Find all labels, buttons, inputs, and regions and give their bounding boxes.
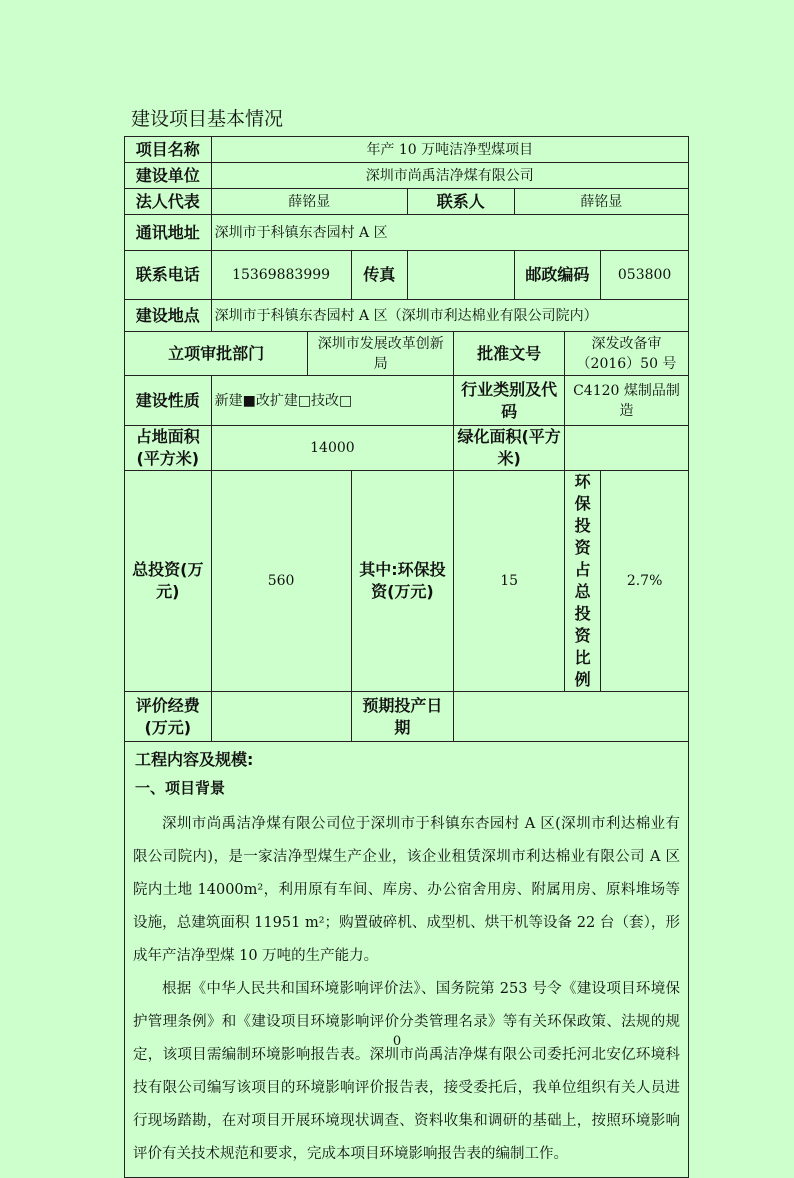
address-label: 通讯地址 bbox=[125, 215, 212, 251]
section-title: 工程内容及规模: bbox=[135, 750, 254, 769]
page-number: 0 bbox=[392, 1034, 402, 1049]
green-value bbox=[564, 426, 688, 471]
paragraph-background: 深圳市尚禹洁净煤有限公司位于深圳市于科镇东杏园村 A 区(深圳市利达棉业有限公司院内)，是一家洁净型煤生产企业，该企业租赁深圳市利达棉业有限公司 A 区院内土地 14000m²，利用原有车间、库房、办公宿舍用房、附属用房、原料堆场等设施，总建筑面积 11951 m²；购置破碎机、成型机、烘干机等设备 22 台（套），形成年产洁净型煤 10 万吨的生产能力。 bbox=[133, 816, 680, 964]
env-investment-label: 其中:环保投资(万元) bbox=[351, 471, 454, 692]
row-area bbox=[125, 426, 689, 471]
investment-label: 总投资(万元) bbox=[125, 471, 212, 692]
sub-title: 一、项目背景 bbox=[135, 779, 226, 797]
row-phone bbox=[125, 251, 689, 300]
row-investment bbox=[125, 471, 689, 692]
investment-value: 560 bbox=[211, 471, 351, 692]
project-name-label: 项目名称 bbox=[125, 137, 212, 163]
fax-value bbox=[407, 251, 514, 300]
nature-label: 建设性质 bbox=[125, 376, 212, 426]
row-eval bbox=[125, 692, 689, 742]
address-value: 深圳市于科镇东杏园村 A 区 bbox=[211, 215, 688, 251]
eval-value bbox=[211, 692, 351, 742]
green-label: 绿化面积(平方米) bbox=[454, 426, 565, 471]
row-project-name bbox=[125, 137, 689, 163]
location-label: 建设地点 bbox=[125, 300, 212, 332]
legal-rep-label: 法人代表 bbox=[125, 189, 212, 215]
approval-doc-value: 深发改备审（2016）50 号 bbox=[564, 332, 688, 376]
project-info-table bbox=[124, 136, 689, 1178]
postcode-value: 053800 bbox=[601, 251, 689, 300]
approval-value: 深圳市发展改革创新局 bbox=[308, 332, 454, 376]
nature-value: 新建■改扩建□技改□ bbox=[211, 376, 454, 426]
page-title: 建设项目基本情况 bbox=[131, 108, 284, 130]
content-cell bbox=[125, 742, 689, 1178]
phone-value: 15369883999 bbox=[211, 251, 351, 300]
legal-rep-value: 薛铭显 bbox=[211, 189, 407, 215]
row-legal-rep bbox=[125, 189, 689, 215]
row-content bbox=[125, 742, 689, 1178]
builder-label: 建设单位 bbox=[125, 163, 212, 189]
env-investment-value: 15 bbox=[454, 471, 565, 692]
approval-label: 立项审批部门 bbox=[125, 332, 308, 376]
row-address bbox=[125, 215, 689, 251]
row-approval bbox=[125, 332, 689, 376]
row-builder bbox=[125, 163, 689, 189]
env-ratio-value: 2.7% bbox=[601, 471, 689, 692]
postcode-label: 邮政编码 bbox=[514, 251, 601, 300]
start-date-value bbox=[454, 692, 689, 742]
industry-value: C4120 煤制品制造 bbox=[564, 376, 688, 426]
env-ratio-label: 环保投资占总投资比例 bbox=[564, 471, 600, 692]
start-date-label: 预期投产日期 bbox=[351, 692, 454, 742]
area-label: 占地面积(平方米) bbox=[125, 426, 212, 471]
contact-value: 薛铭显 bbox=[514, 189, 688, 215]
project-name-value: 年产 10 万吨洁净型煤项目 bbox=[211, 137, 688, 163]
phone-label: 联系电话 bbox=[125, 251, 212, 300]
industry-label: 行业类别及代码 bbox=[454, 376, 565, 426]
area-value: 14000 bbox=[211, 426, 454, 471]
contact-label: 联系人 bbox=[407, 189, 514, 215]
fax-label: 传真 bbox=[351, 251, 407, 300]
row-nature bbox=[125, 376, 689, 426]
paragraph-basis: 根据《中华人民共和国环境影响评价法》、国务院第 253 号令《建设项目环境保护管理条例》和《建设项目环境影响评价分类管理名录》等有关环保政策、法规的规定，该项目需编制环境影响报告表。深圳市尚禹洁净煤有限公司委托河北安亿环境科技有限公司编写该项目的环境影响评价报告表，接受委托后，我单位组织有关人员进行现场踏勘，在对项目开展环境现状调查、资料收集和调研的基础上，按照环境影响评价有关技术规范和要求，完成本项目环境影响报告表的编制工作。 bbox=[133, 981, 680, 1162]
eval-label: 评价经费(万元) bbox=[125, 692, 212, 742]
approval-doc-label: 批准文号 bbox=[454, 332, 565, 376]
row-location bbox=[125, 300, 689, 332]
location-value: 深圳市于科镇东杏园村 A 区（深圳市利达棉业有限公司院内） bbox=[211, 300, 688, 332]
builder-value: 深圳市尚禹洁净煤有限公司 bbox=[211, 163, 688, 189]
